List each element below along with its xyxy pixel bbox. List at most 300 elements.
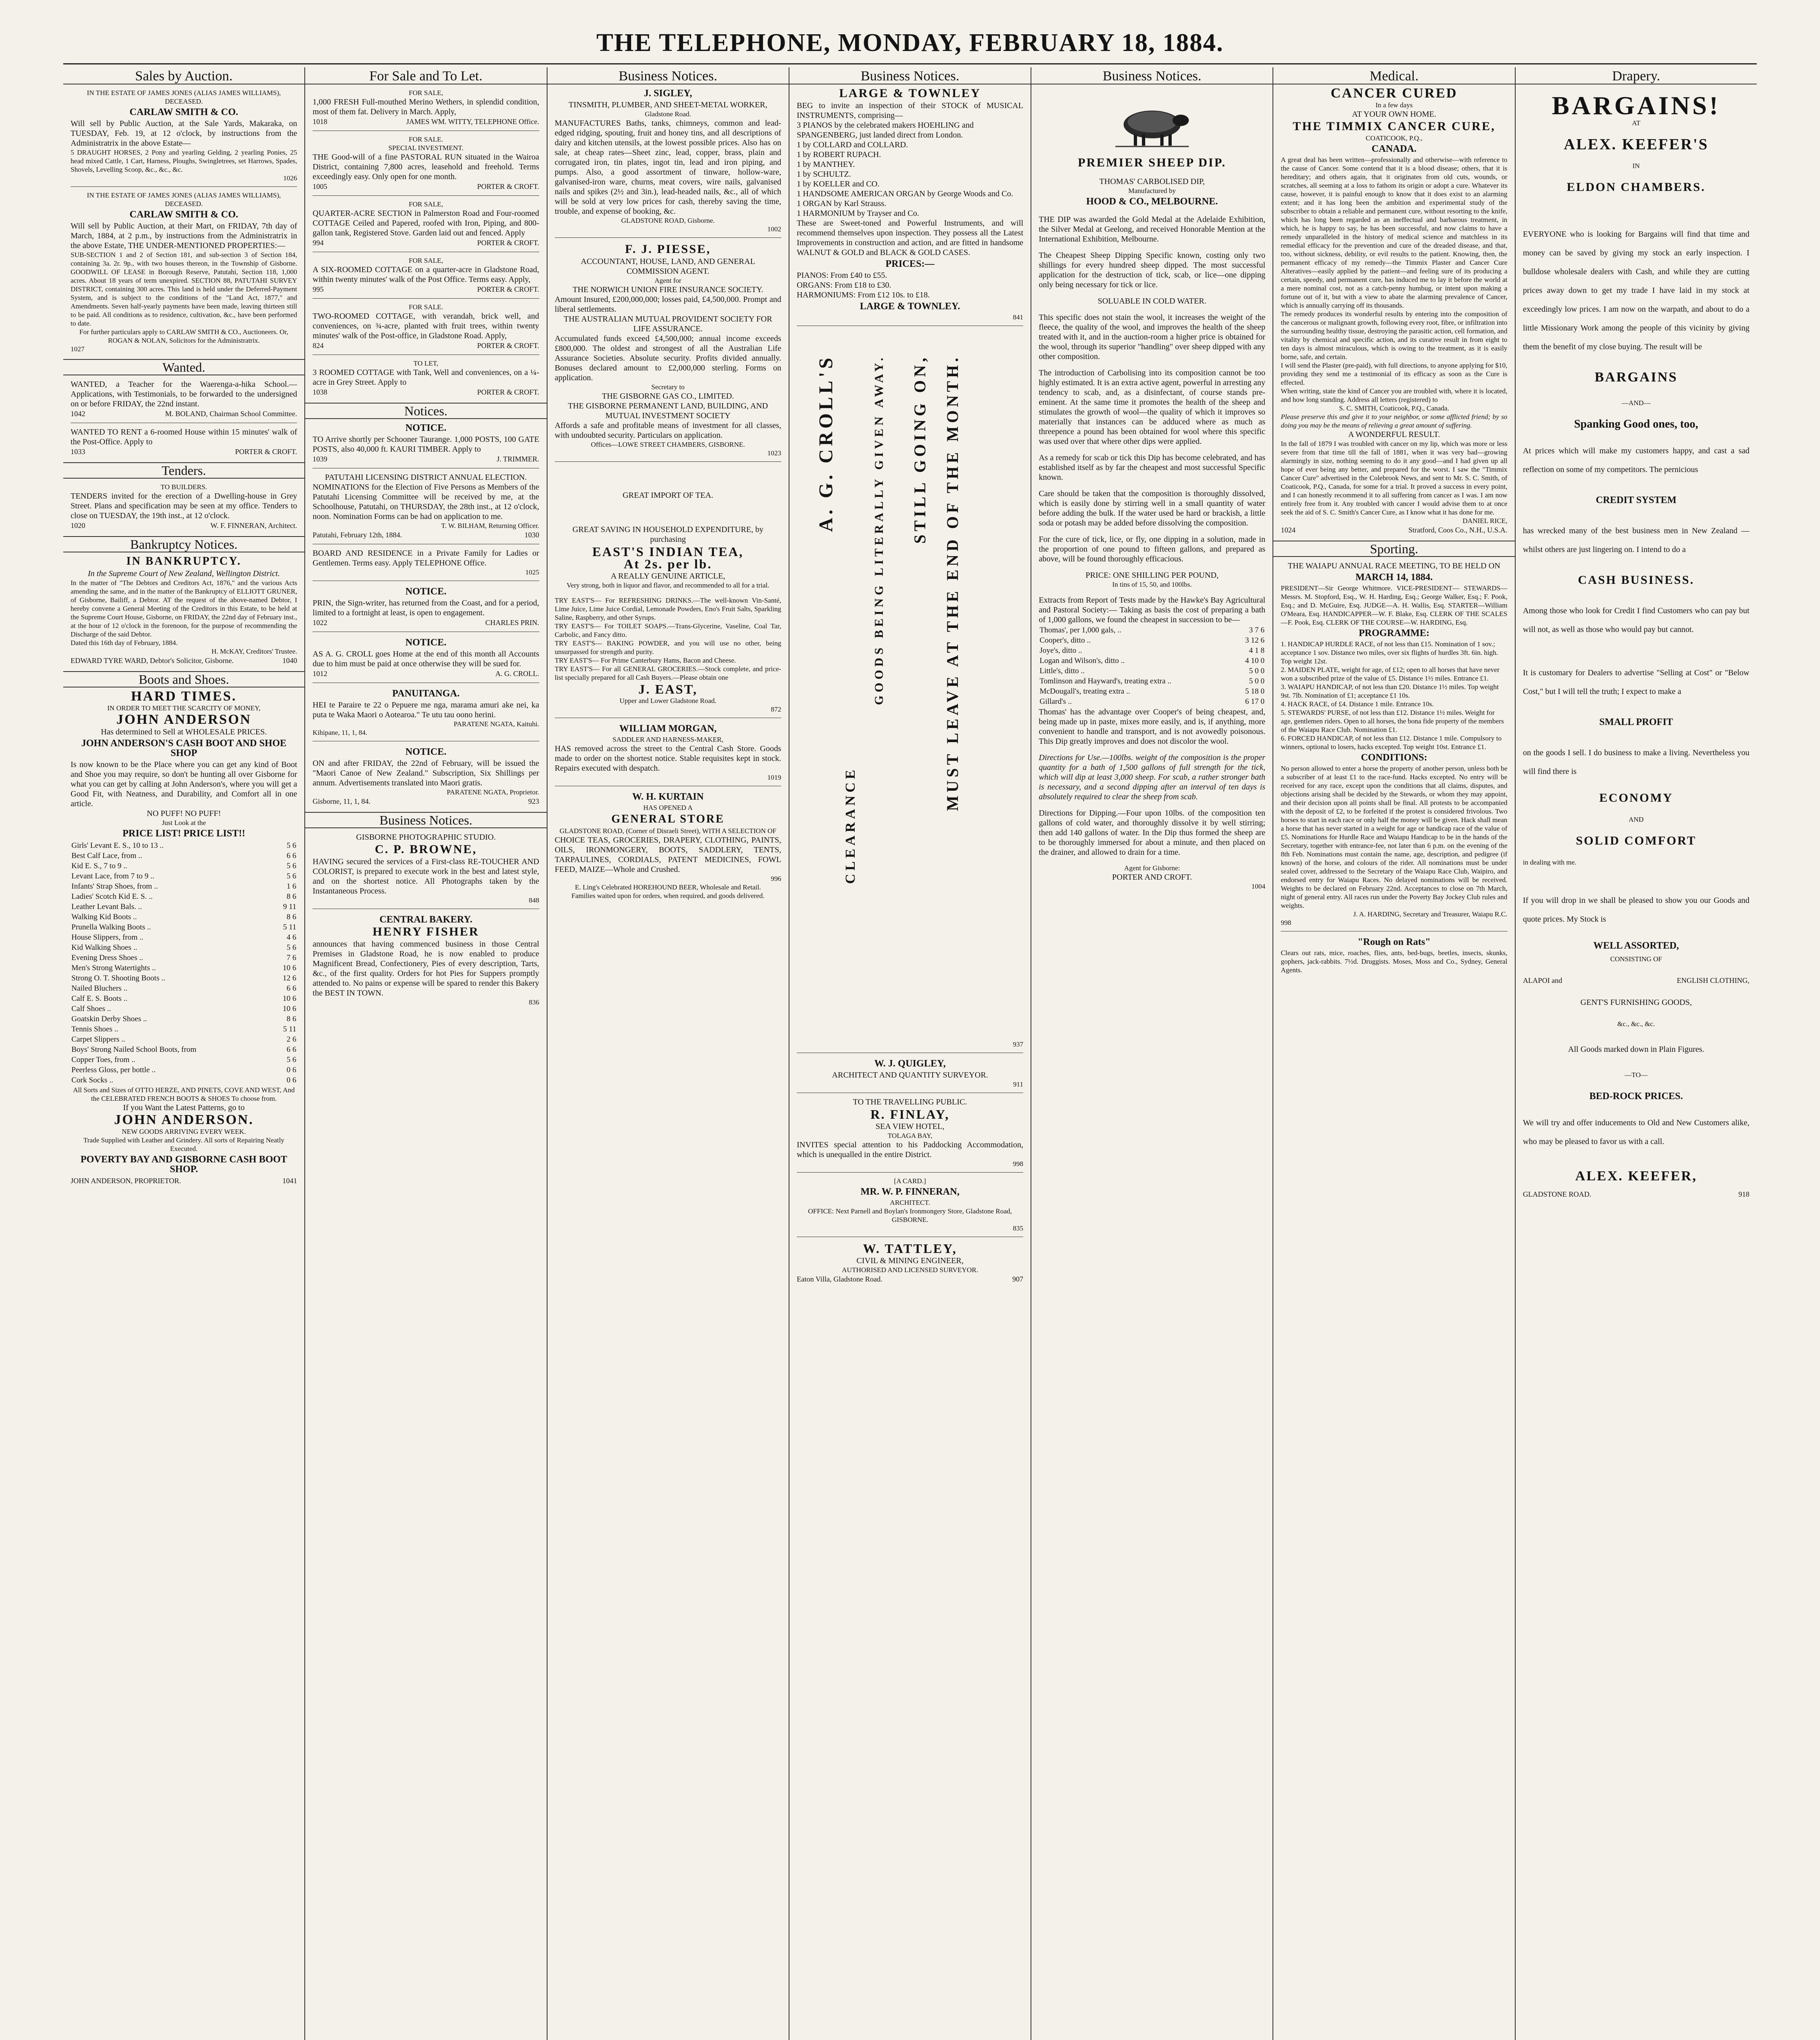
column-sales-by-auction: [63, 67, 304, 2040]
ad-address: GLADSTONE ROAD, Gisborne.: [621, 217, 715, 224]
ad-body: has wrecked many of the best business men in New Zealand — whilst others are just lingering on. I intend to do a: [1523, 526, 1749, 554]
ad-body: The remedy produces its wonderful results by entering into the composition of the cancerous or malignant growth, following every root, fibre, or infiltration into the surrounding healthy tissue, destroying the parasitic action, cell formation, and vitality by chemical and specific action, and its curative result in from eight to ten days is almost miraculous, which is owing to the treatment, as it is easily borne, safe, and certain.: [1281, 310, 1507, 361]
ad-number: 1030: [524, 531, 539, 539]
ad-text: in dealing with me.: [1523, 858, 1576, 866]
ad-signature: A. G. CROLL.: [495, 670, 539, 678]
ad-heading: GREAT IMPORT OF TEA.: [623, 491, 714, 500]
ad-heading: THE WAIAPU ANNUAL RACE MEETING, TO BE HELD ON: [1288, 561, 1501, 570]
instrument-item: 1 by SCHULTZ.: [796, 170, 851, 179]
ad-number: 835: [1013, 1224, 1024, 1232]
column-header: Business Notices.: [548, 67, 789, 84]
ad-text: —TO—: [1625, 1071, 1648, 1079]
notice-ad: [313, 581, 539, 628]
ad-signature: J. TRIMMER.: [497, 455, 539, 463]
tender-ad: [71, 483, 297, 530]
ad-number: 1041: [282, 1177, 297, 1185]
price-row: [71, 1024, 296, 1034]
cancer-cure-ad: [1281, 86, 1507, 535]
race-item: 3. WAIAPU HANDICAP, of not less than £20. Distance 1½ miles. Top weight 9st. 7lb. Nomination of £1; acceptance £1 10s.: [1281, 683, 1499, 699]
ad-heading: ECONOMY: [1599, 791, 1673, 805]
ad-lots: SUB-SECTION 1 and 2 of Section 181, and sub-section 3 of Section 184, containing 3a. 2r. 9p., with two houses thereon, in the Township of Gisborne. GOODWILL OF LEASE in Borough Reserve, Patutahi, Section 118, 1,000 acres. About 18 years of term unexpired. SECTION 88, PATUTAHI SURVEY DISTRICT, containing 300 acres. This land is held under the Deferred-Payment System, and is subject to the conditions of the "Land Act, 1877," and Amendments. Seven half-yearly payments have been made, leaving thirteen still to be paid. All conditions as to residence, cultivation, &c., have been performed to date.: [71, 251, 297, 327]
ad-body: In the matter of "The Debtors and Creditors Act, 1876," and the various Acts amending the same, and in the matter of the Bankruptcy of ELLIOTT GRUNER, of Gisborne, Bailiff, a Debtor. AT the request of the above-named Debtor, I hereby convene a General Meeting of the Creditors in this Estate, to be held at the Supreme Court House, Gisborne, on FRIDAY, the 22nd day of February inst., at the hour of 12 o'clock in the forenoon, for the purpose of recommending the Discharge of the said Debtor.: [71, 579, 297, 638]
price-row: [71, 1035, 296, 1044]
price-row: [71, 1004, 296, 1013]
column-header: Business Notices.: [1031, 67, 1272, 84]
vertical-goods: GOODS BEING LITERALLY GIVEN AWAY.: [872, 355, 886, 705]
ad-trade: CIVIL & MINING ENGINEER,: [856, 1256, 964, 1265]
sheep-dip-ad: [1039, 101, 1265, 891]
ad-trade: TINSMITH, PLUMBER, AND SHEET-METAL WORKER,: [568, 100, 767, 109]
tea-ad: [555, 461, 781, 714]
row-value: 3 12 6: [1245, 636, 1265, 645]
ad-heading: HARD TIMES.: [131, 689, 237, 704]
auction-ad: [71, 89, 297, 182]
row-label: Men's Strong Watertights ..: [71, 964, 156, 972]
ad-address: Gladstone Road.: [645, 110, 691, 118]
columns: [63, 67, 1757, 2040]
ad-firm: CARLAW SMITH & CO.: [129, 107, 238, 118]
ad-number: 1022: [313, 619, 328, 627]
row-value: 6 6: [286, 984, 297, 993]
column-header: For Sale and To Let.: [305, 67, 546, 84]
ad-heading: BARGAINS: [1594, 370, 1678, 385]
ad-body: HAS removed across the street to the Central Cash Store. Goods made to order on the shortest notice. Stable requisites kept in stock. Repairs executed with despatch.: [554, 744, 781, 773]
column-medical: [1272, 67, 1514, 2040]
row-label: Thomas', per 1,000 gals, ..: [1040, 626, 1122, 634]
ad-number: 996: [771, 875, 781, 883]
ad-subheading: PRICES:—: [885, 259, 935, 269]
row-value: 5 11: [283, 1025, 297, 1033]
ad-tagline: NEW GOODS ARRIVING EVERY WEEK.: [122, 1128, 246, 1135]
row-label: Copper Toes, from ..: [71, 1055, 135, 1064]
ad-item: TRY EAST'S— For all GENERAL GROCERIES.—Stock complete, and price-list specially prepared for all Cash Buyers.—Please obtain one: [554, 665, 781, 681]
ad-number: 1023: [767, 449, 781, 457]
ad-intro: IN ORDER TO MEET THE SCARCITY OF MONEY,: [107, 704, 261, 712]
ad-heading: BED-ROCK PRICES.: [1589, 1091, 1683, 1102]
price-row: [71, 953, 296, 962]
ad-text: Agent for: [654, 277, 682, 284]
ad-trade: SADDLER AND HARNESS-MAKER,: [612, 736, 723, 743]
ad-signature: J. EAST,: [638, 682, 698, 696]
ad-firm: CARLAW SMITH & CO.: [129, 209, 238, 220]
ad-body: A great deal has been written—professionally and otherwise—with reference to the cause of Cancer. Some contend that it is a blood disease; others, that it is hereditary; and others again, that it originates from old cuts, wounds, or scratches, all seeming at a loss to fathom its origin or adopt a cure. Whatever its cause, however, it is painful enough to know that it does exist to an alarming extent; and it has long been the ambition and experimental study of the subscriber to obtain a reliable and permanent cure, without resorting to the knife, which has long been regarded as an ineffectual and barbarous treatment, in which, he is happy to say, he has been successful, and now claims to have a remedy unparalleled in the history of medical science and matchless in its remedial efficacy for the prevention and cure of the dreaded disease, and that, too, without sickness, debility, or evil results to the patient. Knowing, then, the permanent efficacy of my remedy—the Timmix Plaster and Cancer Cure Alteratives—easily applied by the patient—and feeling sure of its producing a certain, speedy, and permanent cure, has induced me to lay it before the world at a mere nominal cost, not as a catch-penny humbug, or intent upon making a fortune out of it, but with a view to abate the alarming prevalence of Cancer, which is annually carrying off its thousands.: [1281, 156, 1507, 309]
ad-trade: ARCHITECT AND QUANTITY SURVEYOR.: [832, 1071, 988, 1080]
ad-number: 998: [1013, 1160, 1024, 1168]
ad-body: WANTED TO RENT a 6-roomed House within 15 minutes' walk of the Post-Office. Apply to: [71, 428, 297, 446]
ad-heading: GISBORNE PHOTOGRAPHIC STUDIO.: [356, 833, 496, 842]
sheep-icon: [1107, 101, 1197, 150]
ad-signature: T. W. BILHAM, Returning Officer.: [441, 522, 539, 530]
row-value: 7 6: [286, 953, 297, 962]
price-row: [71, 973, 296, 983]
ad-address: Stratford, Coos Co., N.H., U.S.A.: [1408, 526, 1507, 534]
row-value: 5 0 0: [1249, 667, 1265, 675]
ad-body: ON and after FRIDAY, the 22nd of February, will be issued the "Maori Canoe of New Zealand." Subscription, Six Shillings per annum. Advertisements translated into Maori gratis.: [313, 759, 539, 787]
instrument-item: 1 by MANTHEY.: [796, 160, 855, 169]
ad-text: Manufactured by: [1128, 187, 1176, 195]
ad-text: HAS OPENED A: [643, 804, 693, 812]
row-value: 5 6: [286, 943, 297, 952]
race-item: 2. MAIDEN PLATE, weight for age, of £12; open to all horses that have never won a subscribed prize of the value of £5. Distance 1½ miles. Entrance £1.: [1281, 666, 1500, 682]
ad-heading: WELL ASSORTED,: [1593, 940, 1679, 951]
row-label: Prunella Walking Boots ..: [71, 923, 151, 931]
ad-heading: FOR SALE,: [408, 257, 443, 264]
masthead-rule: [63, 63, 1757, 64]
ad-signature: JOHN ANDERSON, PROPRIETOR.: [71, 1177, 181, 1185]
ad-items: 5 DRAUGHT HORSES, 2 Pony and yearling Gelding, 2 yearling Ponies, 25 head mixed Cattle, 1 Cart, Harness, Ploughs, Swingletrees, set Harrows, Spades, Shovels, Levelling Scoop, &c., &c., &c.: [71, 149, 297, 173]
row-label: Tennis Shoes ..: [71, 1025, 118, 1033]
row-label: Best Calf Lace, from ..: [71, 851, 142, 860]
ad-body: EVERYONE who is looking for Bargains will find that time and money can be saved by giving my stock an early inspection. I bulldose wholesale dealers with Cash, and while they are cutting prices away down to get my trade I have laid in my stock at exceedingly low prices. I am now on the warpath, and about to do a little Missionary Work among the people of this vicinity by giving them the benefit of my close buying. The result will be: [1523, 230, 1749, 351]
wanted-ad: [71, 379, 297, 419]
ad-body: Will sell by Public Auction, at the Sale Yards, Makaraka, on TUESDAY, Feb. 19, at 12 o'clock, by instructions from the Administratrix in the above Estate—: [71, 119, 297, 148]
ad-heading: CENTRAL BAKERY.: [379, 914, 472, 925]
bankruptcy-notice: [71, 557, 297, 665]
drapery-ad: [1523, 91, 1749, 1199]
section-header: Bankruptcy Notices.: [63, 536, 304, 552]
clearance-sale-ad: [797, 326, 1023, 1049]
ad-number: 841: [1013, 313, 1024, 321]
ad-number: 836: [529, 998, 539, 1006]
ad-body: MANUFACTURES Baths, tanks, chimneys, common and lead-edged ridging, spouting, fruit and honey tins, and all descriptions of dairy and kitchen utensils, at the lowest possible prices. Also has on sale, at cheap rates—Sheet zinc, lead, copper, brass, plain and corrugated iron, tin plates, ingot tin, lead and iron piping, and pumps. Also, a good assortment of tinware, hollow-ware, galvanised-iron ware, churns, meat covers, wire nails, galvanised nails and spikes (2½ and 3in.), lead-headed nails, &c., all of which will be sold at very low prices for cash, thereby saving the time, trouble, and expense of booking, &c.: [554, 119, 781, 216]
ad-subheading: THE GISBORNE GAS CO., LIMITED.: [602, 392, 734, 401]
ad-text: AND: [1628, 816, 1644, 823]
ad-subheading: THE NORWICH UNION FIRE INSURANCE SOCIETY.: [572, 285, 763, 294]
ad-name: HENRY FISHER: [372, 925, 479, 938]
ad-number: 1005: [313, 182, 328, 191]
ad-body: Is now known to be the Place where you can get any kind of Boot and Shoe you may require, so don't be hunting all over Gisborne for what you can get by calling at John Anderson's, where you will get a Good Fit, with Neatness, and Durability, and Comfort all in one article.: [71, 760, 297, 808]
ad-address: OFFICE: Next Parnell and Boylan's Ironmongery Store, Gladstone Road, GISBORNE.: [808, 1207, 1012, 1224]
ad-tagline: A REALLY GENUINE ARTICLE,: [610, 572, 725, 581]
ad-body: TO Arrive shortly per Schooner Taurange. 1,000 POSTS, 100 GATE POSTS, also 40,000 ft. KAURI TIMBER. Apply to: [313, 435, 539, 454]
row-value: 6 17 0: [1245, 697, 1265, 706]
ad-heading: CREDIT SYSTEM: [1596, 495, 1677, 506]
row-value: 0 6: [286, 1066, 297, 1074]
ad-number: 1026: [283, 174, 297, 182]
ad-item: GENT'S FURNISHING GOODS,: [1580, 998, 1692, 1007]
ad-body: Very strong, both in liquor and flavor, and recommended to all for a trial.: [566, 581, 769, 589]
ad-number: 1012: [313, 670, 328, 678]
vertical-must: MUST LEAVE AT THE END OF THE MONTH.: [943, 355, 962, 811]
column-header: Sales by Auction.: [63, 67, 304, 84]
row-value: 3 7 6: [1249, 626, 1265, 634]
row-label: Cork Socks ..: [71, 1076, 113, 1084]
ad-name: R. FINLAY,: [870, 1107, 950, 1122]
row-label: Cooper's, ditto ..: [1040, 636, 1091, 645]
ad-tagline: Spanking Good ones, too,: [1574, 418, 1698, 430]
ad-text: Agent for Gisborne:: [1124, 864, 1180, 872]
ad-shop: POVERTY BAY AND GISBORNE CASH BOOT SHOP.: [80, 1154, 287, 1175]
ad-name: W. H. KURTAIN: [632, 792, 704, 802]
architect-card-ad: [797, 1172, 1023, 1233]
ad-number: 995: [313, 285, 324, 293]
ad-officials: PRESIDENT—Sir George Whitmore. VICE-PRESIDENT— STEWARDS—Messrs. M. Stopford, Esq., W. H. Harding, Esq.; George Walker, Esq.; F. Pook, Esq.; and D. McGuire, Esq. JUDGE—A. H. Wallis, Esq. STARTER—William O'Meara, Esq. HANDICAPPER—W. F. Blake, Esq. CLERK OF THE SCALES—F. Pook, Esq. CLERK OF THE COURSE—W. HARDING, Esq.: [1281, 584, 1507, 626]
boot-shop-ad: [71, 689, 297, 1186]
ad-trade: ARCHITECT.: [890, 1199, 930, 1206]
ad-body: These are Sweet-toned and Powerful Instruments, and will recommend themselves upon inspection. They possess all the Latest Improvements in construction and action, and are fitted in handsome WALNUT & GOLD and BLACK & GOLD CASES.: [796, 219, 1024, 257]
notice-ad: [313, 423, 539, 464]
ad-heading: TO BUILDERS.: [160, 483, 207, 491]
ad-subheading: AUTHORISED AND LICENSED SURVEYOR.: [842, 1266, 978, 1274]
cost-row: [1040, 676, 1264, 686]
price-row: [71, 851, 296, 860]
ad-body: WANTED, a Teacher for the Waerenga-a-hika School.—Applications, with Testimonials, to be forwarded to the undersigned on or before FRIDAY, the 22nd instant.: [71, 380, 297, 408]
ad-number: 1040: [282, 656, 297, 665]
race-item: 6. FORCED HANDICAP, of not less than £12. Distance 1 mile. Compulsory to winners, optional to losers, hacks excepted. Top weight 10st. Entrance £1.: [1281, 734, 1502, 751]
price-row: [71, 892, 296, 901]
price-row: [71, 984, 296, 993]
ad-trade: ACCOUNTANT, HOUSE, LAND, AND GENERAL COMMISSION AGENT.: [581, 257, 755, 276]
row-value: 8 6: [286, 1015, 297, 1023]
ad-solicitor: EDWARD TYRE WARD, Debtor's Solicitor, Gisborne.: [71, 656, 234, 665]
ad-body: Directions for Use.—100lbs. weight of the composition is the proper quantity for a bath of 1,500 gallons of full strength for the tick, which will dip at least 3,000 sheep. For scab, a rather stronger bath is necessary, and a second dipping after an interval of ten days is absolutely required to clear the sheep from scab.: [1039, 753, 1266, 801]
ad-address: Eaton Villa, Gladstone Road.: [796, 1275, 882, 1283]
ad-signature: J. A. HARDING, Secretary and Treasurer, Waiapu R.C.: [1353, 910, 1507, 918]
ad-text: In a few days: [1375, 101, 1413, 109]
ad-signature: PARATENE NGATA, Kaituhi.: [453, 720, 539, 728]
ad-text: &c., &c., &c.: [1617, 1020, 1655, 1028]
ad-heading: NOTICE.: [405, 637, 447, 648]
ad-number: 937: [1013, 1040, 1024, 1048]
ad-text: AT: [1632, 119, 1640, 127]
price-row: [71, 1045, 296, 1054]
row-value: 9 11: [283, 902, 297, 911]
ad-number: 1038: [313, 388, 328, 396]
section-header: Business Notices.: [305, 812, 546, 828]
ad-number: 923: [528, 797, 539, 805]
ad-number: 994: [313, 239, 324, 247]
ad-court: In the Supreme Court of New Zealand, Wellington District.: [88, 569, 280, 578]
ad-heading: [A CARD.]: [894, 1177, 926, 1185]
engineer-ad: [797, 1237, 1023, 1284]
ad-shop: JOHN ANDERSON'S CASH BOOT AND SHOE SHOP: [81, 738, 287, 758]
ad-date: Gisborne, 11, 1, 84.: [313, 797, 371, 805]
ad-heading: CASH BUSINESS.: [1578, 573, 1695, 587]
ad-number: 1004: [1251, 883, 1266, 890]
row-label: House Slippers, from ..: [71, 933, 144, 942]
ad-body: If you will drop in we shall be pleased to show you our Goods and quote prices. My Stock is: [1523, 896, 1749, 924]
ad-body: This specific does not stain the wool, it increases the weight of the fleece, the quality of the wool, and improves the health of the sheep treated with it, and in the auction-room a higher price is obtained for the wool, through its superior "handling" over sheep dipped with any other composition.: [1039, 313, 1266, 361]
price-row: [71, 841, 296, 850]
instrument-item: 1 by ROBERT RUPACH.: [796, 150, 881, 159]
vertical-text-block: [797, 338, 1023, 1032]
row-label: Calf Shoes ..: [71, 1004, 111, 1013]
row-label: Kid Walking Shoes ..: [71, 943, 137, 952]
ad-signature: M. BOLAND, Chairman School Committee.: [165, 410, 297, 418]
ad-body: Among those who look for Credit I find Customers who can pay but will not, as well as those who would pay but cannot.: [1523, 606, 1749, 634]
vertical-still: STILL GOING ON,: [910, 355, 929, 544]
row-value: 1 6: [286, 882, 297, 891]
ad-address: GLADSTONE ROAD.: [1523, 1190, 1592, 1198]
saddler-ad: [555, 718, 781, 782]
ad-heading: CANCER CURED: [1330, 86, 1458, 101]
ad-date: Dated this 16th day of February, 1884.: [71, 639, 178, 647]
ad-heading: IN THE ESTATE OF JAMES JONES (ALIAS JAMES WILLIAMS), DECEASED.: [86, 191, 281, 208]
bakery-ad: [313, 909, 539, 1007]
row-value: 0 6: [286, 1076, 297, 1084]
ad-date: MARCH 14, 1884.: [1355, 572, 1433, 583]
row-label: Gillard's ..: [1040, 697, 1072, 706]
ad-tagline: If you Want the Latest Patterns, go to: [123, 1103, 245, 1112]
section-header: Sporting.: [1273, 541, 1514, 557]
ad-subheading: SEA VIEW HOTEL,: [876, 1122, 944, 1131]
ad-body: HAVING secured the services of a First-class RE-TOUCHER AND COLORIST, is prepared to execute work in the best and latest style, and on the shortest notice. All Photographs taken by the Instantaneous Process.: [313, 857, 539, 896]
to-let-ad: [313, 355, 539, 397]
wanted-ad: [71, 423, 297, 457]
notice-ad: [313, 741, 539, 806]
ad-body: PRIN, the Sign-writer, has returned from the Coast, and for a period, limited to a fortnight at least, is open to engagement.: [313, 599, 539, 617]
ad-signature: PORTER & CROFT.: [235, 448, 297, 456]
ad-number: 848: [529, 896, 539, 904]
row-label: Goatskin Derby Shoes ..: [71, 1015, 147, 1023]
ad-number: 872: [771, 705, 781, 713]
accountant-ad: [555, 237, 781, 457]
price-row: [71, 943, 296, 952]
ad-tagline: Has determined to Sell at WHOLESALE PRICES.: [101, 727, 267, 736]
ad-subheading: THE AUSTRALIAN MUTUAL PROVIDENT SOCIETY FOR LIFE ASSURANCE.: [563, 315, 772, 333]
ad-number: 1025: [525, 568, 539, 576]
ad-subheading: A WONDERFUL RESULT.: [1348, 430, 1440, 439]
row-value: 5 11: [283, 923, 297, 931]
ad-signature: CHARLES PRIN.: [485, 619, 539, 627]
ad-heading: IN BANKRUPTCY.: [126, 555, 242, 568]
price-row: [71, 963, 296, 973]
column-header: Business Notices.: [789, 67, 1031, 84]
price-list: [71, 840, 297, 1086]
instrument-item: 1 HARMONIUM by Trayser and Co.: [796, 209, 919, 218]
ad-body: on the goods I sell. I do business to make a living. Nevertheless you will find there is: [1523, 748, 1749, 776]
ad-signature: PORTER & CROFT.: [477, 285, 539, 293]
ad-name: J. SIGLEY,: [643, 88, 692, 99]
ad-body: The introduction of Carbolising into its composition cannot be too highly estimated. It is an extra active agent, powerful in arresting any tendency to scab, and, as a disinfectant, of course stands pre-eminent. At the same time it promotes the health of the sheep and stimulates the growth of wool—the quality of which it improves so materially that instances can be adduced where as much as threepence a pound has been obtained for wool where this specific was used over that where other dips were applied.: [1039, 368, 1266, 446]
vertical-clearance: CLEARANCE: [842, 767, 858, 884]
architect-ad: [797, 1053, 1023, 1089]
notice-ad: [313, 632, 539, 679]
ad-body: No person allowed to enter a horse the property of another person, unless both be a subscriber of at least £1 to the race-fund. Hacks excepted. No entry will be received for any race, except upon the conditions that all claims, disputes, and objections arising shall be decided by the Stewards, or whom they may appoint, and their decision upon all points shall be final. All protests to be accompanied with the deposit of £2, to be forfeited if the protest is considered frivolous. Two horses to start in each race or only half the money will be given. Hack shall mean a horse that has never started in a weight for age or handicap race of the value of £5. Nominations for Hurdle Race and Waiapu Handicap to be in the hands of the Secretary, together with entrance-fee, not later than 6 p.m. on the evening of the 8th Feb. Nominations must contain the name, age, description, and pedigree (if known) of the horse, and colours of the rider. All nominations must be under sealed cover, addressed to the Secretary of the Waiapu Race Club, Waipiro, and endorsed entry for Waiapu Races. No delayed nominations will be received. Weights to be declared on February 22nd. Acceptances to close on 7th March, night of general entry. All races run under the Poverty Bay Jockey Club rules and weights.: [1281, 765, 1507, 909]
ad-heading: FOR SALE.: [408, 303, 443, 311]
row-value: 8 6: [286, 892, 297, 901]
price-row: [71, 1065, 296, 1075]
section-header: Tenders.: [63, 462, 304, 479]
ad-name: THE TIMMIX CANCER CURE,: [1292, 120, 1496, 133]
section-header: Wanted.: [63, 359, 304, 375]
ad-name: C. P. BROWNE,: [375, 843, 477, 856]
ad-body: As a remedy for scab or tick this Dip has become celebrated, and has established itself as by far the cheapest and most successful Specific known.: [1039, 453, 1266, 482]
ad-number: 824: [313, 341, 324, 350]
race-item: 1. HANDICAP HURDLE RACE, of not less than £15. Nomination of 1 sov.; acceptance 1 sov. Distance two miles, over six flights of hurdles 3ft. 6in. high. Top weight 12st.: [1281, 640, 1498, 665]
ad-body: We will try and offer inducements to Old and New Customers alike, who may be pleased to favor us with a call.: [1523, 1118, 1749, 1146]
price-row: [71, 1075, 296, 1085]
row-value: 6 6: [286, 1045, 297, 1054]
ad-item: ENGLISH CLOTHING,: [1676, 976, 1749, 985]
ad-number: 998: [1281, 919, 1291, 927]
vertical-name: A. G. CROLL'S: [815, 355, 837, 532]
row-value: 10 6: [283, 994, 297, 1003]
row-label: Calf E. S. Boots ..: [71, 994, 128, 1003]
ad-name: JOHN ANDERSON.: [114, 1112, 254, 1127]
ad-body: 3 ROOMED COTTAGE with Tank, Well and conveniences, on a ¼-acre in Grey Street. Apply to: [313, 368, 539, 387]
instrument-item: 1 by COLLARD and COLLARD.: [796, 140, 908, 149]
price-row: [71, 912, 296, 922]
ad-heading: GENERAL STORE: [611, 813, 725, 825]
ad-body: The Cheapest Sheep Dipping Specific known, costing only two shillings for every hundred sheep dipped. The most successful application for the destruction of tick, scab, or lice—one dipping only being necessary for tick or lice.: [1039, 251, 1266, 289]
ad-country: CANADA.: [1372, 144, 1417, 154]
ad-name: ALEX. KEEFER'S: [1564, 136, 1709, 153]
ad-subheading: PROGRAMME:: [1359, 628, 1430, 639]
ad-item: TRY EAST'S— BAKING POWDER, and you will use no other, being unsurpassed for strength and purity.: [554, 639, 781, 656]
price-row: [71, 933, 296, 942]
ad-signature: PORTER & CROFT.: [477, 341, 539, 350]
ad-signature: PORTER & CROFT.: [477, 239, 539, 247]
ad-intro: GREAT SAVING IN HOUSEHOLD EXPENDITURE, by purchasing: [572, 525, 764, 544]
ad-body: All Sorts and Sizes of OTTO HERZE, AND PINETS, COVE AND WEST, And the CELEBRATED FRENCH BOOTS & SHOES To choose from.: [73, 1086, 295, 1102]
row-value: 5 6: [286, 872, 297, 880]
for-sale-ad: [313, 131, 539, 191]
row-value: 10 6: [283, 1004, 297, 1013]
ad-contact: For further particulars apply to CARLAW SMITH & CO., Auctioneers. Or, ROGAN & NOLAN, Solicitors for the Administratrix.: [79, 328, 288, 344]
ad-body: Affords a safe and profitable means of investment for all classes, with undoubted security. Particulars on application.: [554, 421, 781, 440]
ad-body: A SIX-ROOMED COTTAGE on a quarter-acre in Gladstone Road, within twenty minutes' walk of the Post Office. Terms easy. Apply,: [313, 265, 539, 284]
ad-body: announces that having commenced business in those Central Premises in Gladstone Road, he is now enabled to produce Magnificent Bread, Confectionery, Pies of every description, Tarts, &c., of the first quality. Orders for hot Pies for Suppers promptly attended to. No pains or expense will be spared to render this Bakery the BEST IN TOWN.: [313, 940, 539, 998]
price-item: PIANOS: From £40 to £55.: [796, 271, 887, 280]
column-drapery: [1515, 67, 1757, 2040]
ad-signature: W. F. FINNERAN, Architect.: [210, 521, 297, 530]
row-label: Levant Lace, from 7 to 9 ..: [71, 872, 155, 880]
ad-name: WILLIAM MORGAN,: [619, 723, 717, 734]
ad-signature: PORTER & CROFT.: [477, 388, 539, 396]
cost-row: [1040, 625, 1264, 635]
price-row: [71, 882, 296, 891]
cost-table: [1039, 625, 1265, 707]
ad-tagline: NO PUFF! NO PUFF!: [146, 809, 221, 818]
ad-body: THE Good-will of a fine PASTORAL RUN situated in the Wairoa District, containing 7,800 acres, leasehold and freehold. Terms exceedingly easy. Only open for one month.: [313, 153, 539, 181]
row-label: Leather Levant Bals. ..: [71, 902, 142, 911]
ad-body: Extracts from Report of Tests made by the Hawke's Bay Agricultural and Pastoral Society:— Taking as basis the cost of preparing a bath of 1,000 gallons, we found the cheapest in succession to be—: [1039, 596, 1266, 624]
ad-name: F. J. PIESSE,: [625, 242, 711, 256]
ad-signature: LARGE & TOWNLEY.: [860, 301, 960, 312]
ad-body: THE DIP was awarded the Gold Medal at the Adelaide Exhibition, the Silver Medal at Geelong, and received Honorable Mention at the International Exhibition, Melbourne.: [1039, 215, 1266, 244]
ad-signature: PORTER & CROFT.: [477, 182, 539, 191]
ad-name: LARGE & TOWNLEY: [839, 86, 981, 100]
cost-row: [1040, 646, 1264, 655]
price-item: HARMONIUMS: From £12 10s. to £18.: [796, 290, 930, 299]
ad-body: AS A. G. CROLL goes Home at the end of this month all Accounts due to him must be paid at once otherwise they will be sued for.: [313, 650, 539, 668]
instrument-item: 3 PIANOS by the celebrated makers HOEHLING and SPANGENBERG, just landed direct from London.: [796, 121, 974, 140]
ad-number: 1018: [313, 118, 328, 126]
ad-body: In the fall of 1879 I was troubled with cancer on my lip, which was more or less severe from that time till the fall of 1881, when it was very bad—growing alarmingly in size, nothing seeming to do it any good—and I had given up all hope of ever being any better, and prepared for the worst. I saw the "Timmix Cancer Cure" advertised in the Colebrook News, and sent to Mr. S. C. Smith, of Coaticook, P.Q., Canada, for some for a trial. It proved a success in every point, and I can honestly recommend it to all suffering from cancer as I was. I am now entirely free from it. Any troubled with cancer I would advise them to at once seek the aid of S. C. Smith's Cancer Cure, as I know what it has done for me.: [1281, 440, 1507, 516]
ad-subheading: AT YOUR OWN HOME.: [1352, 110, 1436, 119]
ad-number: 1019: [767, 774, 781, 781]
ad-heading: NOTICE.: [405, 747, 447, 757]
for-sale-ad: [313, 195, 539, 248]
ad-signature: ALEX. KEEFER,: [1575, 1169, 1697, 1184]
ad-body: 1,000 FRESH Full-mouthed Merino Wethers, in splendid condition, most of them fat. Delivery in March. Apply,: [313, 98, 539, 116]
price-item: ORGANS: From £18 to £30.: [796, 281, 891, 290]
ad-heading: SOLID COMFORT: [1576, 834, 1697, 847]
ad-address: GLADSTONE ROAD, (Corner of Disraeli Street), WITH A SELECTION OF: [559, 827, 776, 835]
ad-number: 1027: [71, 345, 84, 353]
rat-poison-ad: [1281, 931, 1507, 974]
column-business-notices-1: [547, 67, 789, 2040]
row-value: 5 0 0: [1249, 677, 1265, 685]
race-item: 4. HACK RACE, of £4. Distance 1 mile. Entrance 10s.: [1281, 700, 1434, 708]
price-list-heading: PRICE LIST! PRICE LIST!!: [122, 828, 245, 839]
ad-address: COATICOOK, P.Q.,: [1366, 134, 1423, 142]
notice-ad: [313, 468, 539, 540]
ad-text: IN: [1632, 162, 1640, 170]
ad-subheading: THOMAS' CARBOLISED DIP,: [1099, 177, 1205, 186]
row-label: Kid E. S., 7 to 9 ..: [71, 862, 127, 870]
